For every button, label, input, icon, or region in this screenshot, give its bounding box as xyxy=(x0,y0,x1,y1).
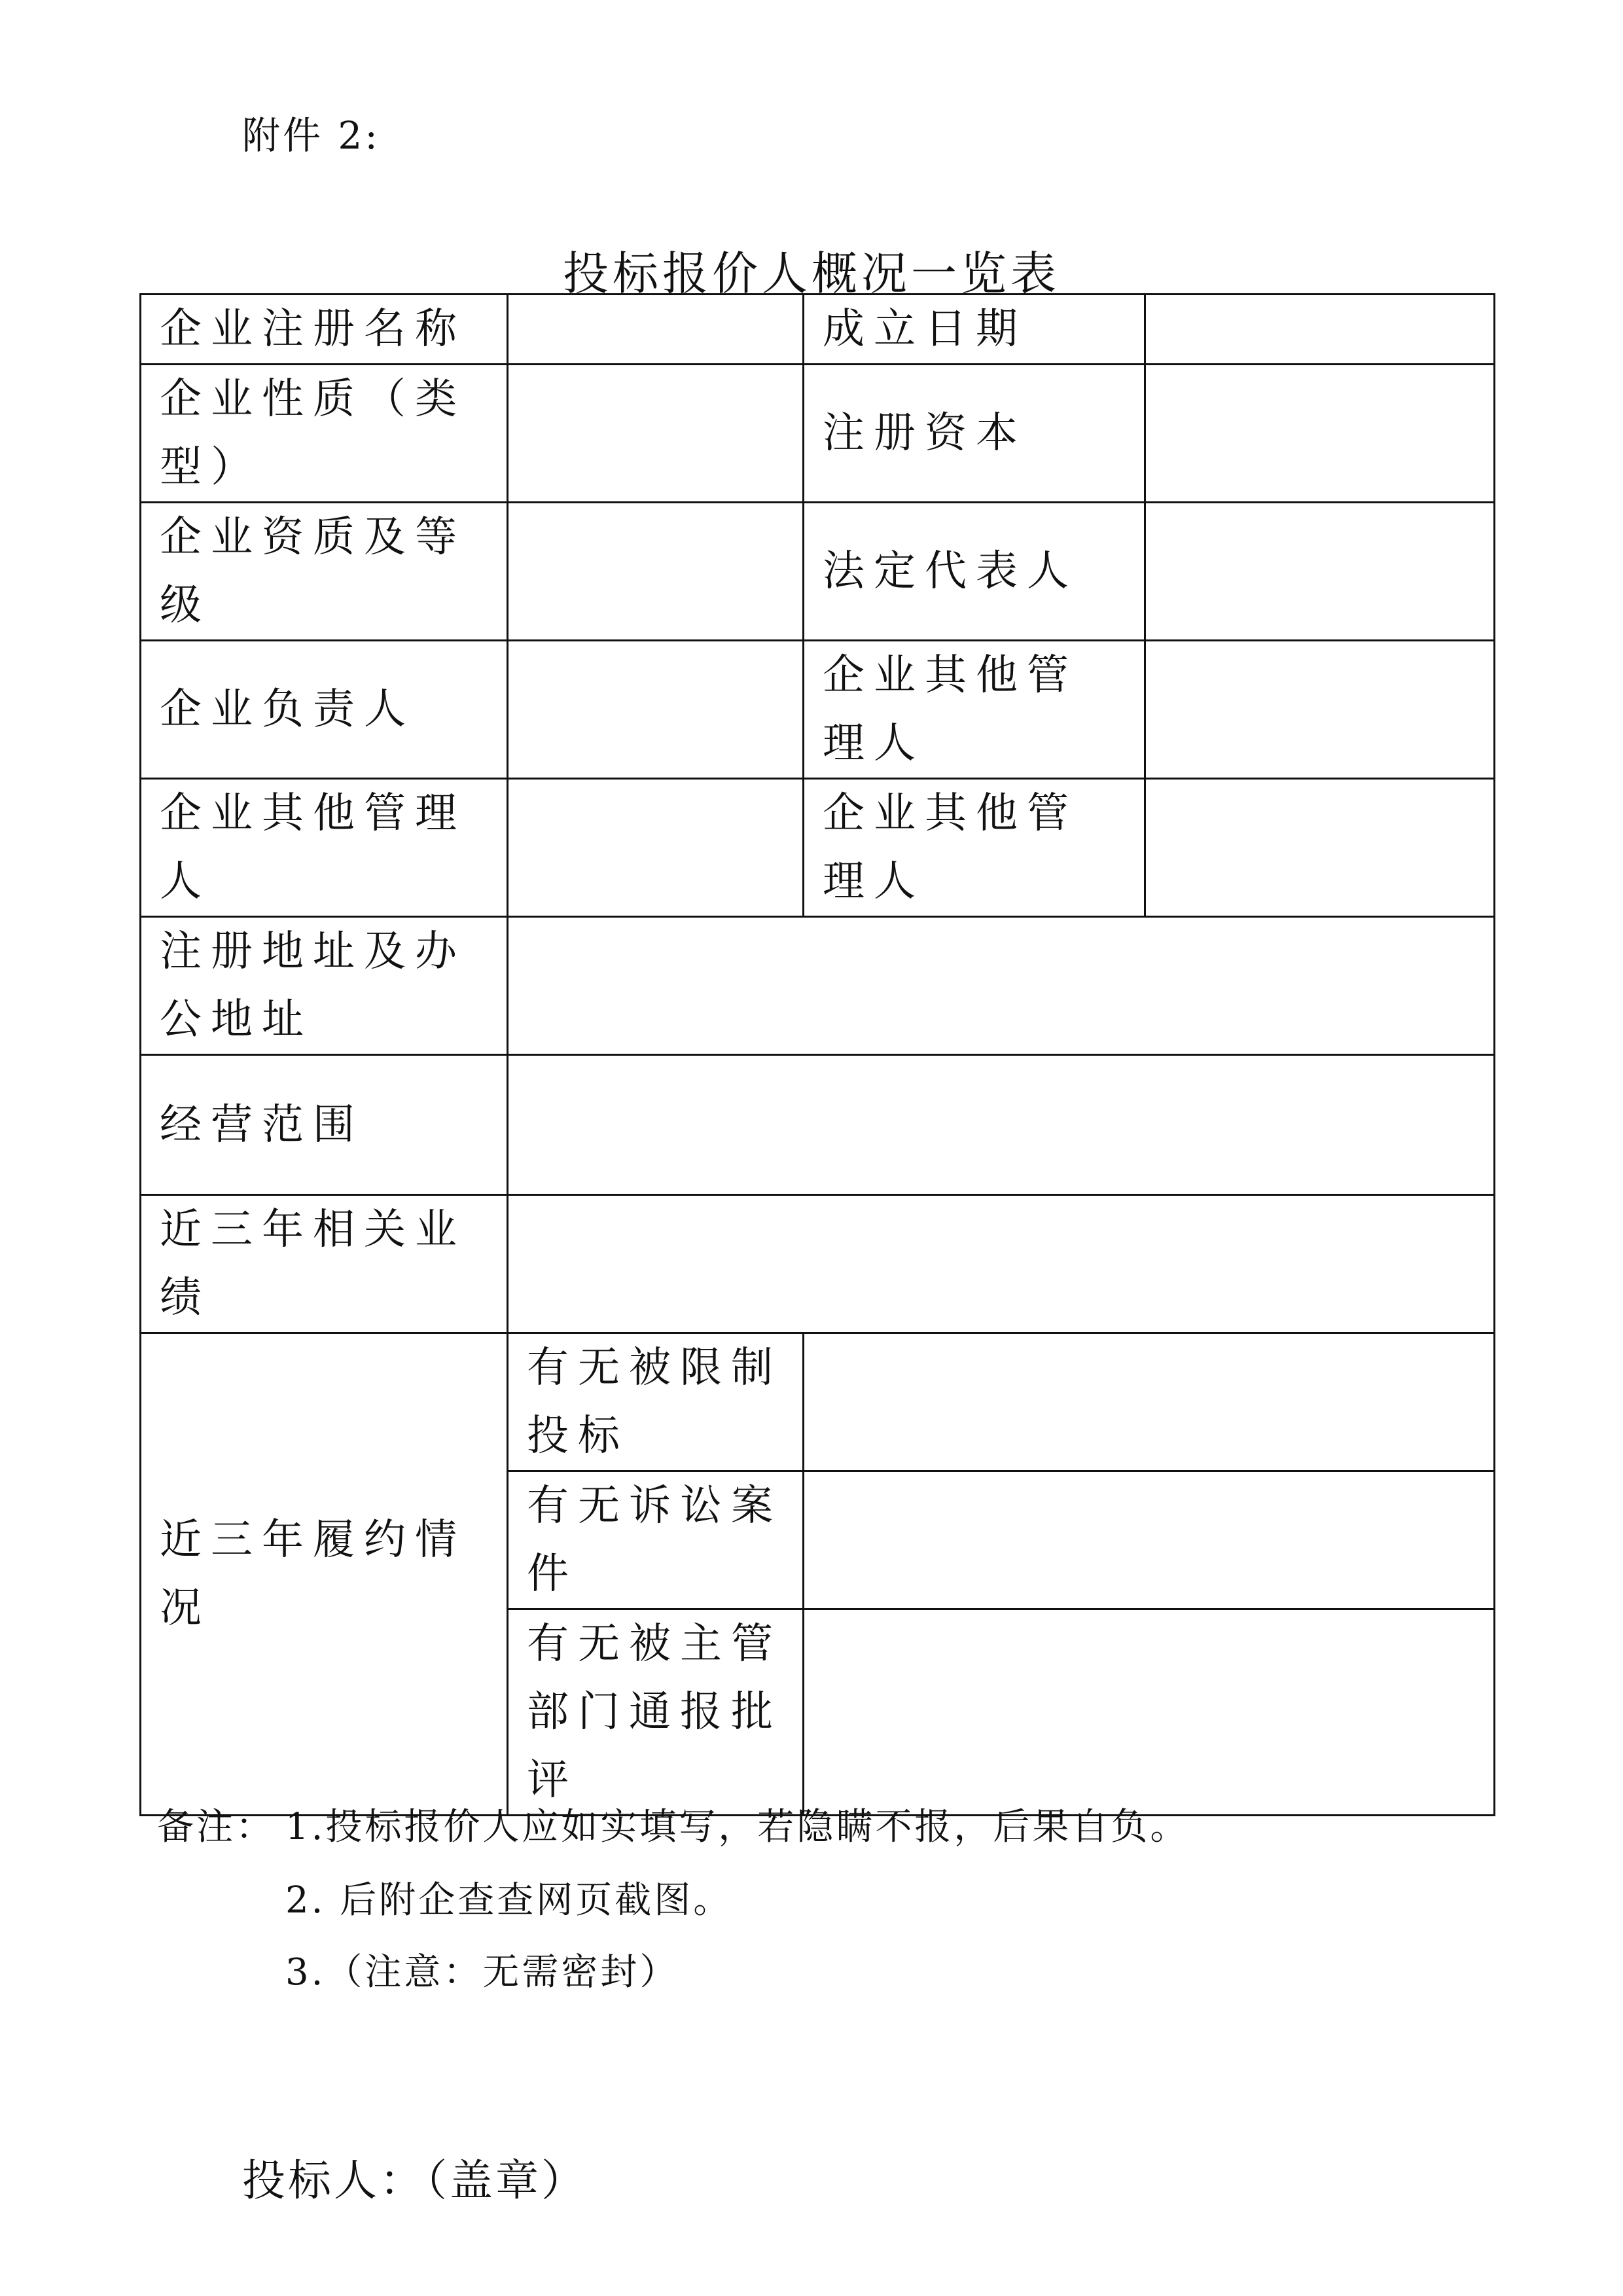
qualification-field[interactable] xyxy=(508,503,804,641)
performance-field[interactable] xyxy=(508,1195,1495,1333)
note-3: 3.（注意：无需密封） xyxy=(285,1951,679,1994)
established-date-label: 成立日期 xyxy=(804,295,1145,365)
table-row xyxy=(141,365,1495,503)
table-row xyxy=(141,779,1495,917)
performance-label: 近三年相关业绩 xyxy=(141,1195,508,1333)
legal-representative-label: 法定代表人 xyxy=(804,503,1145,641)
company-head-label: 企业负责人 xyxy=(141,641,508,779)
company-name-field[interactable] xyxy=(508,295,804,365)
qualification-label: 企业资质及等级 xyxy=(141,503,508,641)
restricted-bidding-field[interactable] xyxy=(804,1333,1495,1471)
table-row xyxy=(141,1055,1495,1195)
other-manager-label: 企业其他管理人 xyxy=(804,779,1145,917)
form-title: 投标报价人概况一览表 xyxy=(563,247,1060,300)
other-manager-field[interactable] xyxy=(1145,641,1495,779)
business-scope-label: 经营范围 xyxy=(141,1055,508,1195)
registered-capital-field[interactable] xyxy=(1145,365,1495,503)
company-nature-label: 企业性质（类型） xyxy=(141,365,508,503)
litigation-label: 有无诉讼案件 xyxy=(508,1471,804,1609)
attachment-label: 附件 2: xyxy=(242,113,380,158)
other-manager-label: 企业其他管理人 xyxy=(804,641,1145,779)
other-manager-field[interactable] xyxy=(1145,779,1495,917)
criticized-label: 有无被主管部门通报批评 xyxy=(508,1609,804,1816)
table-row xyxy=(141,503,1495,641)
legal-representative-field[interactable] xyxy=(1145,503,1495,641)
registered-capital-label: 注册资本 xyxy=(804,365,1145,503)
bidder-stamp-label: 投标人：（盖章） xyxy=(242,2155,587,2206)
litigation-field[interactable] xyxy=(804,1471,1495,1609)
other-manager-label: 企业其他管理人 xyxy=(141,779,508,917)
contract-performance-label: 近三年履约情况 xyxy=(141,1333,508,1816)
established-date-field[interactable] xyxy=(1145,295,1495,365)
company-head-field[interactable] xyxy=(508,641,804,779)
criticized-field[interactable] xyxy=(804,1609,1495,1816)
company-nature-field[interactable] xyxy=(508,365,804,503)
business-scope-field[interactable] xyxy=(508,1055,1495,1195)
notes-prefix: 备注： xyxy=(157,1806,275,1848)
note-2: 2. 后附企查查网页截图。 xyxy=(285,1879,733,1922)
company-name-label: 企业注册名称 xyxy=(141,295,508,365)
other-manager-field[interactable] xyxy=(508,779,804,917)
table-row xyxy=(141,1195,1495,1333)
note-1: 1.投标报价人应如实填写，若隐瞒不报，后果自负。 xyxy=(285,1806,1190,1848)
table-row xyxy=(141,295,1495,365)
bidder-overview-table xyxy=(139,293,1495,1816)
restricted-bidding-label: 有无被限制投标 xyxy=(508,1333,804,1471)
address-field[interactable] xyxy=(508,917,1495,1055)
table-row xyxy=(141,917,1495,1055)
table-row xyxy=(141,1333,1495,1471)
address-label: 注册地址及办公地址 xyxy=(141,917,508,1055)
table-row xyxy=(141,641,1495,779)
